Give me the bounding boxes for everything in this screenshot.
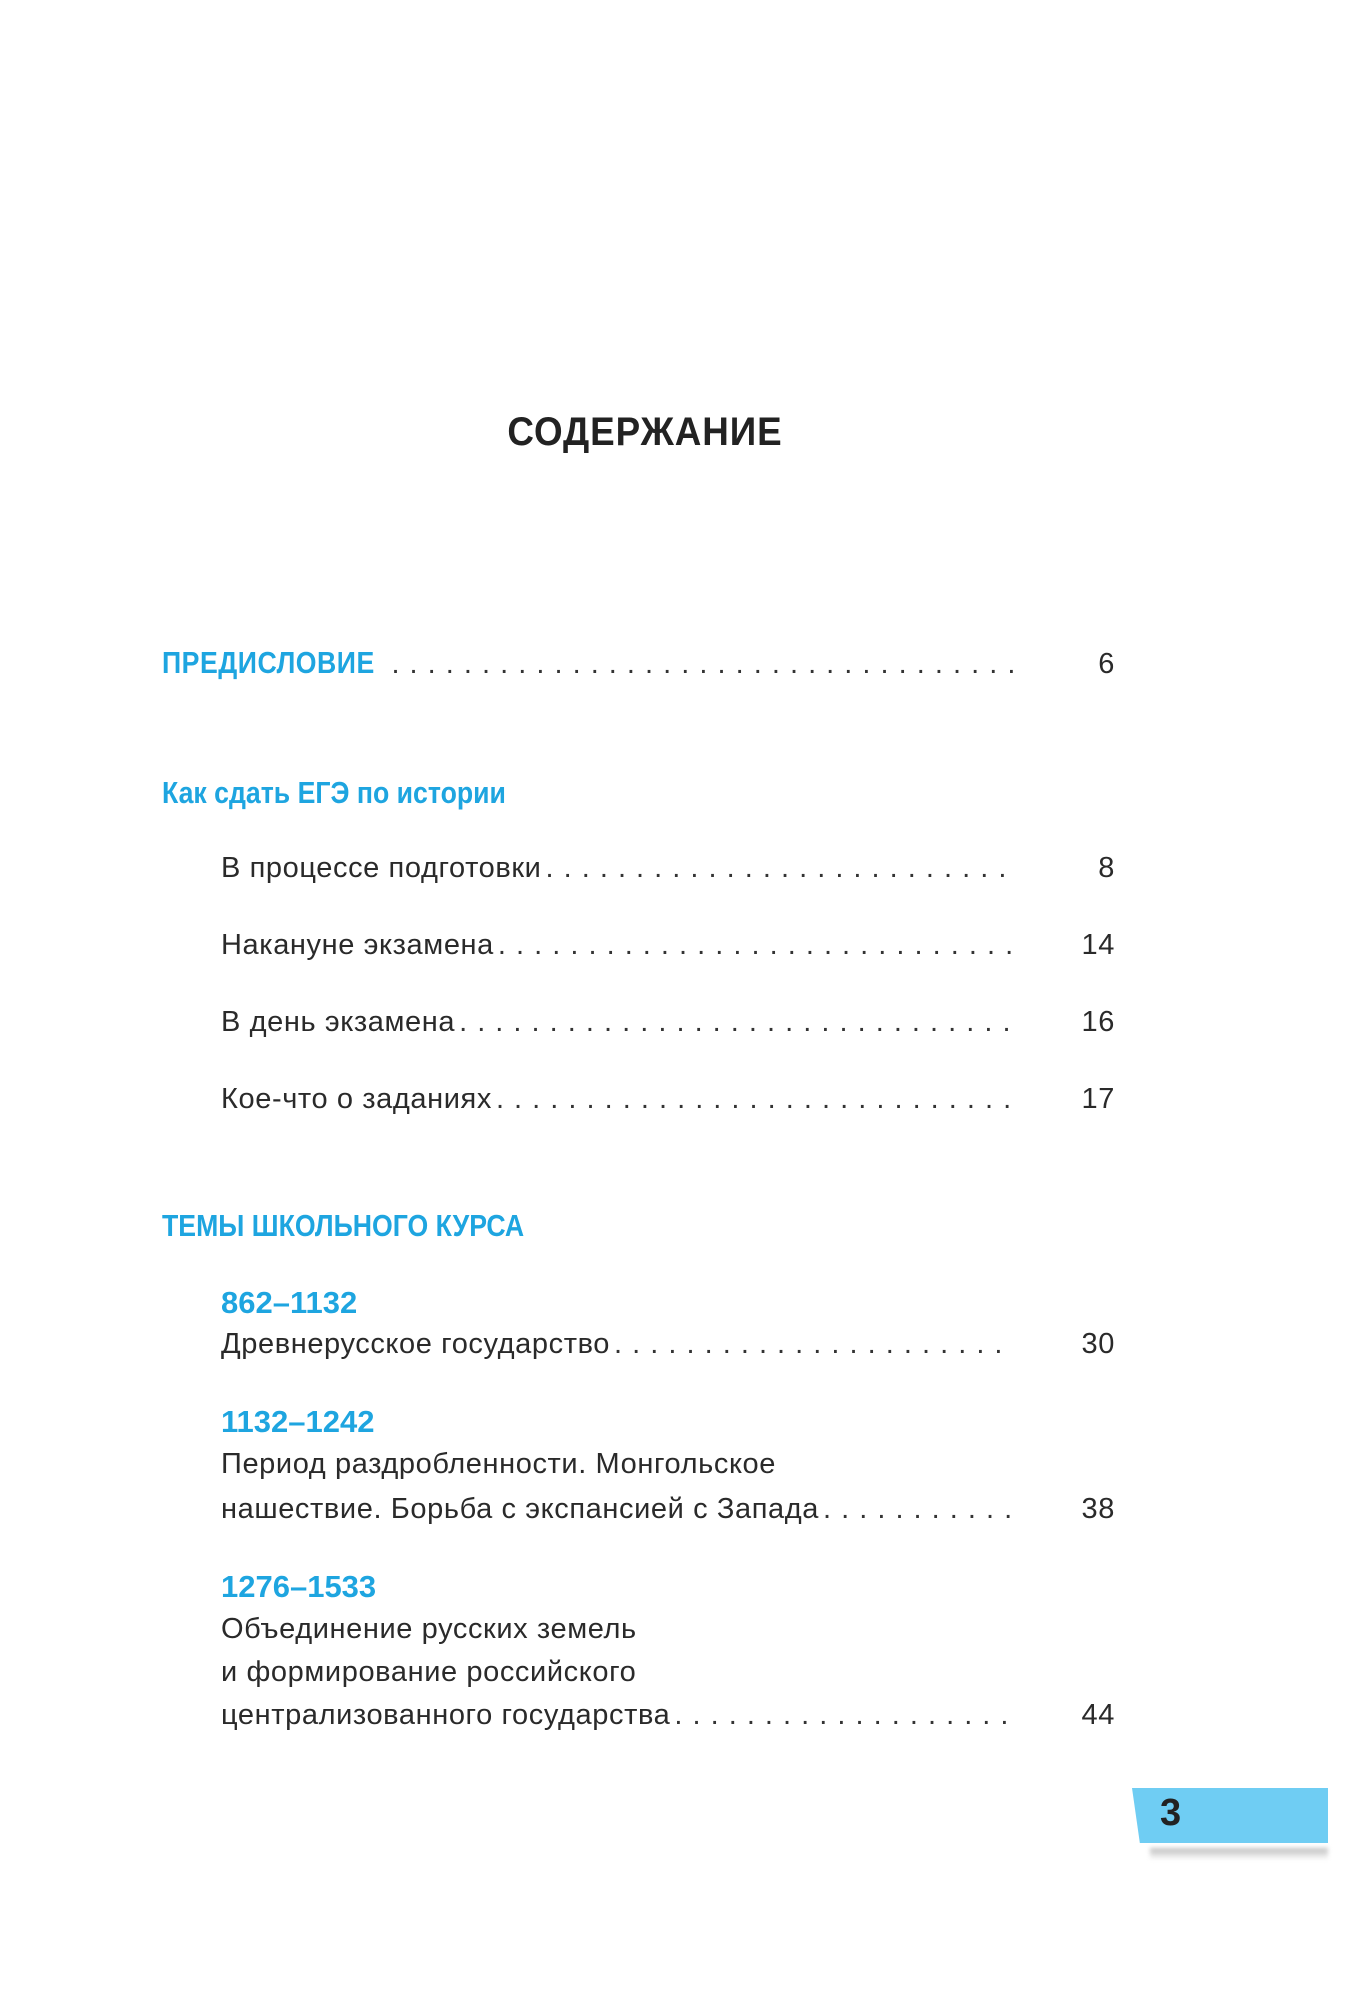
dot-leader bbox=[391, 648, 1015, 681]
preface-heading: ПРЕДИСЛОВИЕ bbox=[162, 645, 375, 680]
page-ref: 38 bbox=[1081, 1493, 1115, 1525]
toc-entry[interactable] bbox=[221, 1328, 1115, 1361]
page-ref: 6 bbox=[1098, 648, 1115, 680]
dot-leader bbox=[614, 1328, 1015, 1361]
page-number: 3 bbox=[1160, 1792, 1182, 1834]
page-tab-shadow bbox=[1150, 1848, 1328, 1860]
page-title: СОДЕРЖАНИЕ bbox=[507, 410, 783, 454]
dot-leader bbox=[823, 1493, 1015, 1526]
toc-entry[interactable] bbox=[221, 1493, 1115, 1526]
entry-label: В процессе подготовки bbox=[221, 852, 542, 884]
dot-leader bbox=[545, 852, 1015, 885]
entry-label: Кое-что о заданиях bbox=[221, 1083, 492, 1115]
topic-years: 862–1132 bbox=[221, 1285, 358, 1320]
page-ref: 14 bbox=[1081, 929, 1115, 961]
topic-years: 1132–1242 bbox=[221, 1404, 375, 1439]
entry-label: В день экзамена bbox=[221, 1006, 456, 1038]
dot-leader bbox=[498, 929, 1015, 962]
toc-entry[interactable] bbox=[221, 1006, 1115, 1039]
page-ref: 44 bbox=[1081, 1699, 1115, 1731]
entry-label: централизованного государства bbox=[221, 1699, 671, 1731]
toc-entry[interactable] bbox=[221, 1083, 1115, 1116]
page-ref: 16 bbox=[1081, 1006, 1115, 1038]
entry-label: и формирование российского bbox=[221, 1656, 637, 1688]
entry-label: нашествие. Борьба с экспансией с Запада bbox=[221, 1493, 819, 1525]
dot-leader bbox=[459, 1006, 1015, 1039]
toc-entry-preface[interactable] bbox=[162, 645, 1115, 681]
dot-leader bbox=[674, 1699, 1015, 1732]
page-ref: 17 bbox=[1081, 1083, 1115, 1115]
page-ref: 8 bbox=[1098, 852, 1115, 884]
entry-label: Древнерусское государство bbox=[221, 1328, 611, 1360]
toc-entry[interactable] bbox=[221, 852, 1115, 885]
section-heading: ТЕМЫ ШКОЛЬНОГО КУРСА bbox=[162, 1208, 525, 1243]
entry-label: Объединение русских земель bbox=[221, 1613, 637, 1645]
entry-label: Период раздробленности. Монгольское bbox=[221, 1448, 777, 1480]
entry-label: Накануне экзамена bbox=[221, 929, 494, 961]
section-heading: Как сдать ЕГЭ по истории bbox=[162, 775, 506, 810]
toc-entry[interactable] bbox=[221, 1699, 1115, 1732]
dot-leader bbox=[496, 1083, 1015, 1116]
toc-entry[interactable] bbox=[221, 929, 1115, 962]
topic-years: 1276–1533 bbox=[221, 1569, 377, 1604]
page-ref: 30 bbox=[1081, 1328, 1115, 1360]
